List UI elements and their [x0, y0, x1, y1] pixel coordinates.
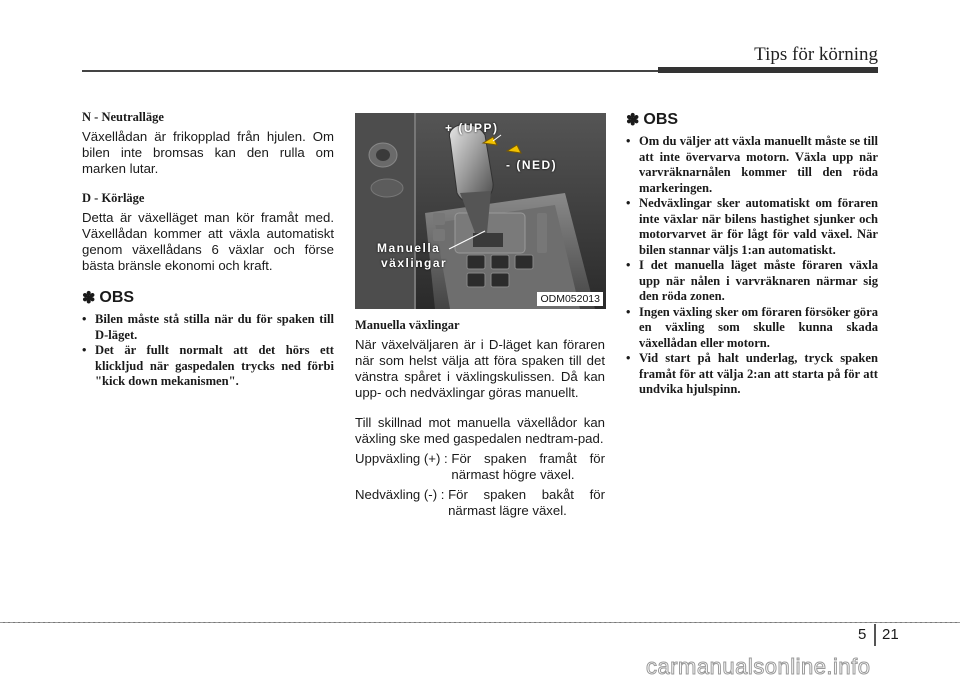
- downshift-row: [355, 487, 605, 519]
- obs-item: • Det är fullt normalt att det hörs ett klickljud när gaspedalen trycks ned förbi "kick down mekanismen".: [82, 343, 334, 390]
- neutral-text: Växellådan är frikopplad från hjulen. Om bilen inte bromsas kan den rulla om marken lutar.: [82, 129, 334, 176]
- page-separator: [874, 624, 876, 646]
- downshift-value-1: För spaken bakåt för: [448, 487, 605, 502]
- upshift-value: [451, 451, 605, 483]
- upshift-value-1: För spaken framåt för: [451, 451, 605, 466]
- manual-text-2: Till skillnad mot manuella växellådor kan växling ske med gaspedalen nedtram-pad.: [355, 415, 605, 446]
- obs-item: • Nedväxlingar sker automatiskt om föraren inte växlar när bilens hastighet sjunker och motorvarvet är för lågt för vald växel. När bilen stannar väljs 1:an automatiskt.: [626, 196, 878, 258]
- obs-list-right: [626, 134, 878, 398]
- upshift-value-2: närmast högre växel.: [451, 467, 575, 482]
- obs-item: • Ingen växling sker om föraren försöker göra en växling som skulle kunna skada växellådan eller motorn.: [626, 305, 878, 352]
- downshift-value-2: närmast lägre växel.: [448, 503, 567, 518]
- drive-text: Detta är växelläget man kör framåt med. Växellådan kommer att växla automatiskt genom växellådans 6 växlar och förse bästa bränsle ekonomi och kraft.: [82, 210, 334, 273]
- page-number: 21: [882, 626, 899, 643]
- obs-list: [82, 312, 334, 390]
- asterisk-icon: ✽: [626, 112, 640, 129]
- chapter-number: 5: [858, 626, 867, 643]
- downshift-value: [448, 487, 605, 519]
- right-column: [626, 110, 878, 398]
- gear-shifter-photo: [355, 113, 606, 309]
- obs-heading-label: OBS: [99, 289, 135, 306]
- label-manual-line2: växlingar: [381, 256, 448, 270]
- neutral-heading: N - Neutralläge: [82, 110, 164, 124]
- manual-heading: Manuella växlingar: [355, 318, 460, 332]
- obs-heading-right-label: OBS: [643, 111, 679, 128]
- obs-heading: [82, 288, 334, 308]
- label-downshift: - (NED): [506, 158, 558, 172]
- obs-item: • I det manuella läget måste föraren växla upp när nålen i varvräknaren närmar sig den röda zonen.: [626, 258, 878, 305]
- middle-column: [355, 318, 605, 519]
- header-rule-accent: [658, 67, 878, 73]
- obs-heading-right: [626, 110, 878, 130]
- upshift-key: Uppväxling (+) :: [355, 451, 452, 466]
- drive-heading: D - Körläge: [82, 191, 145, 205]
- label-upshift: + (UPP): [445, 121, 499, 135]
- header-title: Tips för körning: [754, 44, 878, 65]
- manual-text-1: När växelväljaren är i D-läget kan föraren när som helst välja att föra spaken till det vänstra spåret i växlingskulissen. Då kan upp- och nedväxlingar göras manuellt.: [355, 337, 605, 400]
- obs-item: • Vid start på halt underlag, tryck spaken framåt för att välja 2:an att starta på för att undvika hjulspinn.: [626, 351, 878, 398]
- image-code: ODM052013: [537, 292, 603, 306]
- gear-shifter-illustration: [355, 113, 606, 309]
- label-manual-line1: Manuella: [377, 241, 441, 255]
- left-column: [82, 110, 334, 390]
- obs-item: • Bilen måste stå stilla när du för spaken till D-läget.: [82, 312, 334, 343]
- upshift-row: [355, 451, 605, 483]
- footer-rule: [0, 622, 960, 623]
- asterisk-icon: ✽: [82, 290, 96, 307]
- obs-item: • Om du väljer att växla manuellt måste se till att inte övervarva motorn. Växla upp när varvräknarnålen kommer till den röda markeringen.: [626, 134, 878, 196]
- watermark: carmanualsonline.info: [646, 654, 871, 679]
- downshift-key: Nedväxling (-) :: [355, 487, 449, 502]
